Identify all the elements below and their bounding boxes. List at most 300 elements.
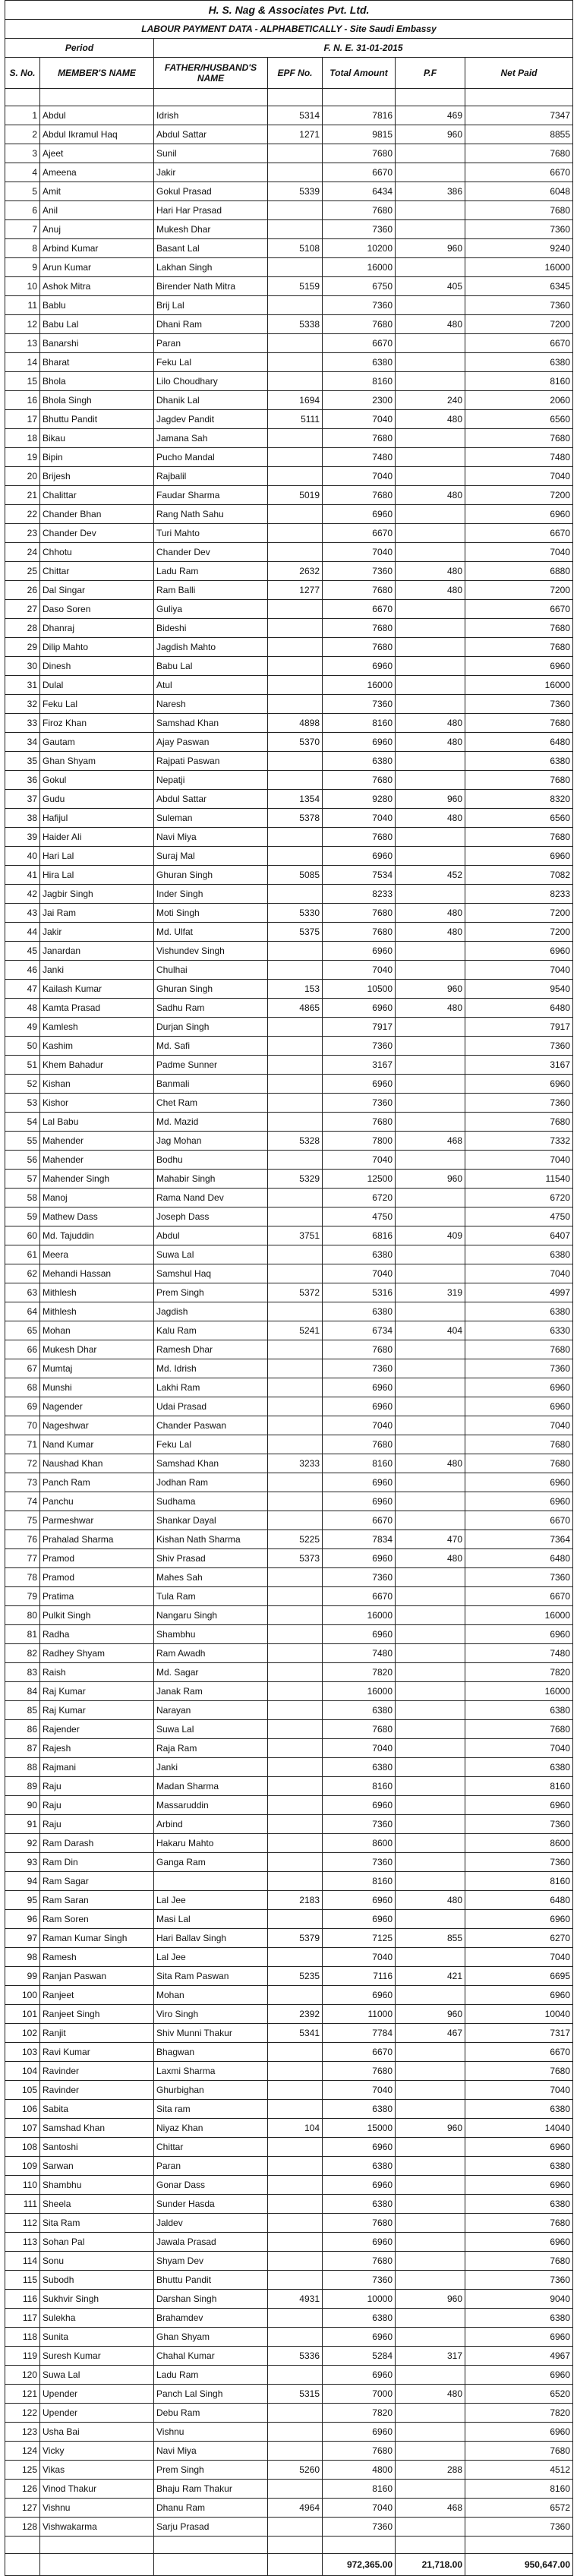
row-net: 6960 (465, 2176, 573, 2195)
table-row (5, 1758, 573, 1777)
table-row (5, 1264, 573, 1283)
row-name: Arbind Kumar (40, 239, 154, 258)
row-father: Janak Ram (154, 1682, 268, 1701)
row-father: Samshul Haq (154, 1264, 268, 1283)
row-net: 7680 (465, 828, 573, 847)
row-net: 8160 (465, 1872, 573, 1891)
table-row (5, 1929, 573, 1948)
row-net: 16000 (465, 258, 573, 277)
row-sno: 74 (5, 1492, 40, 1511)
row-amount: 6960 (323, 1473, 396, 1492)
row-pf: 960 (396, 2290, 465, 2309)
row-amount: 7680 (323, 1720, 396, 1739)
table-row (5, 2157, 573, 2176)
row-amount: 7680 (323, 828, 396, 847)
row-epf: 4931 (268, 2290, 323, 2309)
row-pf (396, 2423, 465, 2442)
row-pf (396, 1796, 465, 1815)
row-net: 7360 (465, 1094, 573, 1113)
table-row (5, 2062, 573, 2081)
table-row (5, 828, 573, 847)
row-pf: 480 (396, 562, 465, 581)
table-row (5, 1113, 573, 1132)
table-row (5, 581, 573, 600)
col-pf: P.F (396, 58, 465, 89)
row-epf (268, 163, 323, 182)
row-pf: 960 (396, 2119, 465, 2138)
row-name: Raj Kumar (40, 1682, 154, 1701)
row-pf (396, 2081, 465, 2100)
table-row (5, 1075, 573, 1094)
row-epf (268, 2233, 323, 2252)
row-sno: 71 (5, 1435, 40, 1454)
row-father: Suraj Mal (154, 847, 268, 866)
row-epf (268, 2442, 323, 2461)
row-amount: 7360 (323, 1037, 396, 1056)
row-sno: 119 (5, 2347, 40, 2366)
row-pf (396, 429, 465, 448)
table-row (5, 2404, 573, 2423)
table-row (5, 1056, 573, 1075)
row-sno: 39 (5, 828, 40, 847)
table-row (5, 1226, 573, 1245)
row-sno: 14 (5, 353, 40, 372)
row-sno: 81 (5, 1625, 40, 1644)
row-amount: 7480 (323, 448, 396, 467)
row-amount: 6960 (323, 847, 396, 866)
row-amount: 7917 (323, 1018, 396, 1037)
row-pf (396, 2252, 465, 2271)
row-sno: 83 (5, 1663, 40, 1682)
row-pf (396, 2195, 465, 2214)
table-row (5, 1492, 573, 1511)
row-net: 7680 (465, 638, 573, 657)
row-pf: 404 (396, 1321, 465, 1340)
row-pf (396, 828, 465, 847)
report-title-row (5, 20, 573, 39)
table-row (5, 1435, 573, 1454)
row-pf (396, 1473, 465, 1492)
row-name: Raju (40, 1815, 154, 1834)
row-net: 9240 (465, 239, 573, 258)
row-name: Chander Dev (40, 524, 154, 543)
row-pf (396, 1644, 465, 1663)
table-row (5, 2195, 573, 2214)
row-epf (268, 296, 323, 315)
row-father: Ramesh Dhar (154, 1340, 268, 1359)
table-row (5, 676, 573, 695)
row-pf (396, 1853, 465, 1872)
table-row (5, 1094, 573, 1113)
row-father: Shiv Prasad (154, 1549, 268, 1568)
row-name: Pulkit Singh (40, 1606, 154, 1625)
row-pf: 480 (396, 733, 465, 752)
row-amount: 7820 (323, 2404, 396, 2423)
table-row (5, 486, 573, 505)
row-epf (268, 1340, 323, 1359)
row-amount: 7680 (323, 2442, 396, 2461)
row-name: Bharat (40, 353, 154, 372)
row-name: Raish (40, 1663, 154, 1682)
row-father: Ganga Ram (154, 1853, 268, 1872)
row-net: 7040 (465, 1416, 573, 1435)
period-row (5, 39, 573, 58)
row-net: 8233 (465, 885, 573, 904)
row-name: Sunita (40, 2328, 154, 2347)
row-sno: 92 (5, 1834, 40, 1853)
row-amount: 3167 (323, 1056, 396, 1075)
table-row (5, 2480, 573, 2499)
table-row (5, 2024, 573, 2043)
table-row (5, 866, 573, 885)
row-pf: 960 (396, 980, 465, 999)
row-epf (268, 2328, 323, 2347)
row-name: Mithlesh (40, 1283, 154, 1302)
row-pf (396, 1511, 465, 1530)
row-epf (268, 1815, 323, 1834)
table-row (5, 885, 573, 904)
row-amount: 6670 (323, 1587, 396, 1606)
row-amount: 7360 (323, 220, 396, 239)
row-net: 6380 (465, 752, 573, 771)
row-net: 14040 (465, 2119, 573, 2138)
row-sno: 107 (5, 2119, 40, 2138)
row-net: 7680 (465, 1720, 573, 1739)
row-net: 6560 (465, 410, 573, 429)
row-name: Bipin (40, 448, 154, 467)
table-row (5, 182, 573, 201)
table-row (5, 2328, 573, 2347)
row-father: Samshad Khan (154, 714, 268, 733)
row-sno: 2 (5, 125, 40, 144)
row-name: Mathew Dass (40, 1208, 154, 1226)
row-sno: 123 (5, 2423, 40, 2442)
row-father: Dhanik Lal (154, 391, 268, 410)
row-epf: 5379 (268, 1929, 323, 1948)
row-name: Munshi (40, 1378, 154, 1397)
row-sno: 19 (5, 448, 40, 467)
table-row (5, 1872, 573, 1891)
row-father: Nangaru Singh (154, 1606, 268, 1625)
row-father: Lakhan Singh (154, 258, 268, 277)
row-net: 6380 (465, 2100, 573, 2119)
row-pf (396, 1720, 465, 1739)
row-father: Jaldev (154, 2214, 268, 2233)
row-sno: 52 (5, 1075, 40, 1094)
row-pf (396, 771, 465, 790)
row-epf (268, 1056, 323, 1075)
row-epf: 5338 (268, 315, 323, 334)
row-sno: 128 (5, 2518, 40, 2537)
row-epf (268, 1208, 323, 1226)
row-sno: 6 (5, 201, 40, 220)
row-sno: 101 (5, 2005, 40, 2024)
row-net: 7040 (465, 543, 573, 562)
table-row (5, 391, 573, 410)
row-net: 7364 (465, 1530, 573, 1549)
row-amount: 16000 (323, 676, 396, 695)
table-row (5, 1132, 573, 1151)
row-name: Vishwakarma (40, 2518, 154, 2537)
row-sno: 43 (5, 904, 40, 923)
row-pf: 468 (396, 1132, 465, 1151)
row-father: Abdul (154, 1226, 268, 1245)
row-amount: 10200 (323, 239, 396, 258)
row-pf: 467 (396, 2024, 465, 2043)
row-net: 6960 (465, 2423, 573, 2442)
row-name: Daso Soren (40, 600, 154, 619)
row-pf (396, 1986, 465, 2005)
row-net: 6480 (465, 999, 573, 1018)
row-epf (268, 1720, 323, 1739)
row-father: Narayan (154, 1701, 268, 1720)
row-pf: 480 (396, 486, 465, 505)
table-row (5, 1416, 573, 1435)
row-amount: 5284 (323, 2347, 396, 2366)
table-row (5, 106, 573, 125)
row-epf: 2183 (268, 1891, 323, 1910)
table-row (5, 1815, 573, 1834)
row-net: 7680 (465, 1340, 573, 1359)
table-row (5, 372, 573, 391)
row-net: 7360 (465, 2271, 573, 2290)
row-amount: 7680 (323, 619, 396, 638)
row-epf (268, 657, 323, 676)
row-pf (396, 258, 465, 277)
row-name: Arun Kumar (40, 258, 154, 277)
table-row (5, 505, 573, 524)
row-net: 7680 (465, 144, 573, 163)
row-amount: 5316 (323, 1283, 396, 1302)
row-father: Md. Sagar (154, 1663, 268, 1682)
row-sno: 64 (5, 1302, 40, 1321)
table-row (5, 2385, 573, 2404)
table-row (5, 1701, 573, 1720)
row-sno: 79 (5, 1587, 40, 1606)
row-amount: 6670 (323, 600, 396, 619)
row-pf: 480 (396, 714, 465, 733)
row-pf: 469 (396, 106, 465, 125)
row-father: Naresh (154, 695, 268, 714)
row-sno: 54 (5, 1113, 40, 1132)
row-epf (268, 1739, 323, 1758)
row-net: 7200 (465, 581, 573, 600)
row-net: 10040 (465, 2005, 573, 2024)
row-net: 6960 (465, 2233, 573, 2252)
row-name: Gudu (40, 790, 154, 809)
row-net: 6670 (465, 1587, 573, 1606)
row-name: Vinod Thakur (40, 2480, 154, 2499)
row-epf (268, 429, 323, 448)
row-father: Suleman (154, 809, 268, 828)
col-net: Net Paid (465, 58, 573, 89)
row-amount: 6670 (323, 2043, 396, 2062)
row-amount: 6960 (323, 1986, 396, 2005)
row-name: Ashok Mitra (40, 277, 154, 296)
table-row (5, 980, 573, 999)
row-net: 2060 (465, 391, 573, 410)
row-father: Basant Lal (154, 239, 268, 258)
row-pf: 421 (396, 1967, 465, 1986)
row-sno: 12 (5, 315, 40, 334)
row-net: 6695 (465, 1967, 573, 1986)
row-father: Kalu Ram (154, 1321, 268, 1340)
row-father: Mukesh Dhar (154, 220, 268, 239)
row-father: Paran (154, 334, 268, 353)
row-sno: 17 (5, 410, 40, 429)
row-pf: 960 (396, 239, 465, 258)
row-father: Hari Ballav Singh (154, 1929, 268, 1948)
row-pf (396, 1416, 465, 1435)
row-epf (268, 201, 323, 220)
row-pf (396, 1872, 465, 1891)
row-amount: 16000 (323, 258, 396, 277)
row-epf (268, 2081, 323, 2100)
row-pf (396, 1037, 465, 1056)
row-epf: 4898 (268, 714, 323, 733)
row-epf (268, 1435, 323, 1454)
table-row (5, 904, 573, 923)
row-epf (268, 1492, 323, 1511)
row-sno: 103 (5, 2043, 40, 2062)
row-sno: 18 (5, 429, 40, 448)
row-father: Masi Lal (154, 1910, 268, 1929)
table-row (5, 999, 573, 1018)
row-amount: 7360 (323, 296, 396, 315)
row-father: Janki (154, 1758, 268, 1777)
row-pf (396, 847, 465, 866)
row-name: Samshad Khan (40, 2119, 154, 2138)
row-name: Sulekha (40, 2309, 154, 2328)
row-pf (396, 1834, 465, 1853)
table-row (5, 2100, 573, 2119)
row-net: 8600 (465, 1834, 573, 1853)
row-net: 6520 (465, 2385, 573, 2404)
row-sno: 15 (5, 372, 40, 391)
row-pf: 480 (396, 1891, 465, 1910)
row-epf (268, 258, 323, 277)
row-pf (396, 1359, 465, 1378)
row-name: Ranjeet Singh (40, 2005, 154, 2024)
row-sno: 25 (5, 562, 40, 581)
row-sno: 122 (5, 2404, 40, 2423)
row-net: 6270 (465, 1929, 573, 1948)
row-amount: 7680 (323, 923, 396, 942)
row-amount: 7040 (323, 2499, 396, 2518)
row-amount: 6380 (323, 1701, 396, 1720)
row-amount: 6960 (323, 2176, 396, 2195)
row-amount: 6960 (323, 2423, 396, 2442)
row-name: Bikau (40, 429, 154, 448)
row-net: 7082 (465, 866, 573, 885)
row-amount: 10000 (323, 2290, 396, 2309)
row-pf: 480 (396, 923, 465, 942)
row-father: Paran (154, 2157, 268, 2176)
row-name: Khem Bahadur (40, 1056, 154, 1075)
row-sno: 108 (5, 2138, 40, 2157)
row-sno: 120 (5, 2366, 40, 2385)
table-row (5, 1359, 573, 1378)
row-net: 7040 (465, 467, 573, 486)
row-epf: 5372 (268, 1283, 323, 1302)
row-net: 7360 (465, 695, 573, 714)
row-amount: 7040 (323, 410, 396, 429)
row-net: 6380 (465, 2309, 573, 2328)
row-sno: 77 (5, 1549, 40, 1568)
row-amount: 6960 (323, 1549, 396, 1568)
company-row (5, 1, 573, 20)
row-father: Shankar Dayal (154, 1511, 268, 1530)
row-sno: 48 (5, 999, 40, 1018)
row-epf (268, 2100, 323, 2119)
row-amount: 6960 (323, 1378, 396, 1397)
row-father: Sunder Hasda (154, 2195, 268, 2214)
row-amount: 7680 (323, 1113, 396, 1132)
row-father: Jagdev Pandit (154, 410, 268, 429)
row-name: Raju (40, 1796, 154, 1815)
row-net: 6407 (465, 1226, 573, 1245)
row-pf (396, 1075, 465, 1094)
row-epf: 5315 (268, 2385, 323, 2404)
row-net: 7360 (465, 1853, 573, 1872)
row-amount: 7534 (323, 866, 396, 885)
row-sno: 51 (5, 1056, 40, 1075)
row-sno: 66 (5, 1340, 40, 1359)
row-amount: 7116 (323, 1967, 396, 1986)
row-sno: 69 (5, 1397, 40, 1416)
row-amount: 6960 (323, 2138, 396, 2157)
row-father: Bodhu (154, 1151, 268, 1170)
row-amount: 16000 (323, 1682, 396, 1701)
row-net: 6670 (465, 524, 573, 543)
table-row (5, 2138, 573, 2157)
row-father: Bideshi (154, 619, 268, 638)
row-pf (396, 2100, 465, 2119)
row-amount: 6380 (323, 1758, 396, 1777)
row-pf (396, 2176, 465, 2195)
row-epf (268, 847, 323, 866)
row-amount: 7000 (323, 2385, 396, 2404)
row-amount: 8160 (323, 1777, 396, 1796)
row-pf: 288 (396, 2461, 465, 2480)
row-amount: 6960 (323, 733, 396, 752)
row-father: Sunil (154, 144, 268, 163)
row-name: Subodh (40, 2271, 154, 2290)
row-epf: 153 (268, 980, 323, 999)
row-amount: 6380 (323, 2309, 396, 2328)
row-sno: 97 (5, 1929, 40, 1948)
row-amount: 7680 (323, 315, 396, 334)
table-row (5, 714, 573, 733)
table-row (5, 1302, 573, 1321)
row-sno: 35 (5, 752, 40, 771)
row-pf (396, 2366, 465, 2385)
row-name: Banarshi (40, 334, 154, 353)
row-pf (396, 1302, 465, 1321)
row-amount: 7040 (323, 1948, 396, 1967)
row-epf (268, 524, 323, 543)
row-pf (396, 163, 465, 182)
row-amount: 7040 (323, 2081, 396, 2100)
row-father: Panch Lal Singh (154, 2385, 268, 2404)
row-father: Jawala Prasad (154, 2233, 268, 2252)
table-row (5, 1777, 573, 1796)
table-row (5, 2043, 573, 2062)
row-name: Brijesh (40, 467, 154, 486)
row-epf: 5159 (268, 277, 323, 296)
row-father: Laxmi Sharma (154, 2062, 268, 2081)
row-net: 6960 (465, 2366, 573, 2385)
